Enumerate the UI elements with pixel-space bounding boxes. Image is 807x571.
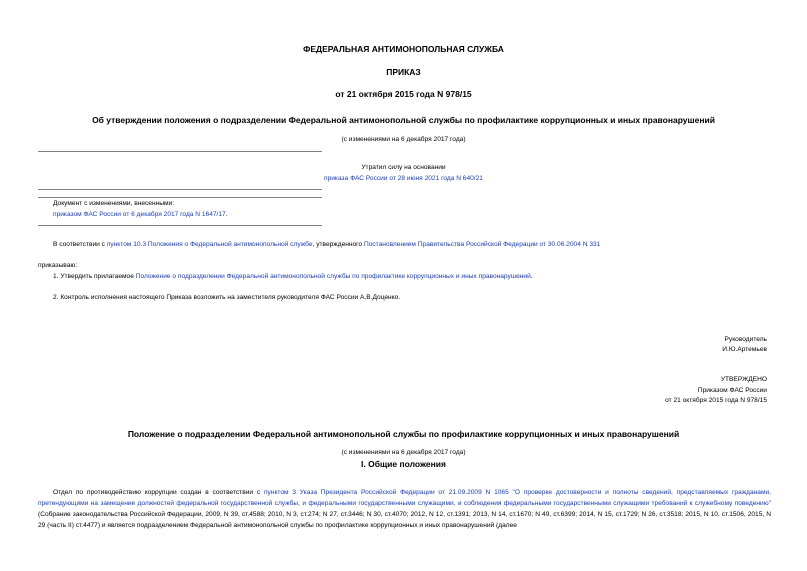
lost-force-link[interactable]: приказа ФАС России от 28 июня 2021 года N 640/21 [324,175,483,182]
agency-name: ФЕДЕРАЛЬНАЯ АНТИМОНОПОЛЬНАЯ СЛУЖБА [303,44,504,54]
paragraph-text: Отдел по противодействию коррупции создан в соответствии с [53,489,264,496]
item-1-suffix: . [530,273,533,280]
divider [38,225,322,226]
changes-line [53,211,228,218]
changes-intro: Документ с изменениями, внесенными: [53,200,175,207]
amendments-note: (с изменениями на 6 декабря 2017 года) [341,136,466,143]
approval-by: Приказом ФАС России [697,387,767,394]
signature-name: И.Ю.Артемьев [722,346,767,353]
preamble-text: , утвержденного [312,241,364,248]
general-provisions-paragraph [38,487,771,531]
paragraph-link-decree[interactable]: пунктом 3 Указа Президента Российской Федерации от 21.09.2009 N 1065 "О проверке достоверности и полноты сведений, представляемых гражданами, претендующими на замещение должностей федеральной государственной службы, и федеральными государственными служащими, и соблюдения федеральными государственными служащими требований к служебному поведению" [38,489,772,507]
item-2: 2. Контроль исполнения настоящего Приказа возложить на заместителя руководителя ФАС России А.В.Доценко. [53,294,401,301]
divider [38,189,322,190]
lost-force-text: Утратил силу на основании [361,164,446,171]
section-title: I. Общие положения [361,459,446,469]
approval-label: УТВЕРЖДЕНО [720,376,767,383]
document-date-number: от 21 октября 2015 года N 978/15 [335,89,472,99]
document-type: ПРИКАЗ [386,67,421,77]
approval-date: от 21 октября 2015 года N 978/15 [665,397,767,404]
changes-suffix: . [225,211,228,218]
divider [38,197,322,198]
changes-link[interactable]: приказом ФАС России от 6 декабря 2017 года N 1647/17 [53,211,226,218]
preamble-text: В соответствии с [53,241,107,248]
preamble [53,241,600,248]
item-1 [53,273,533,280]
order-word: приказываю: [38,262,78,269]
item-1-prefix: 1. Утвердить прилагаемое [53,273,136,280]
regulation-title: Положение о подразделении Федеральной антимонопольной службы по профилактике коррупционных и иных правонарушений [127,429,680,439]
preamble-link-regulation[interactable]: пунктом 10.3 Положения о Федеральной антимонопольной службе [106,241,313,248]
preamble-link-decree[interactable]: Постановлением Правительства Российской Федерации от 30.06.2004 N 331 [363,241,601,248]
item-1-link[interactable]: Положение о подразделении Федеральной антимонопольной службы по профилактике коррупционных и иных правонарушений [135,273,531,280]
signature-role: Руководитель [724,336,767,343]
regulation-amendments-note: (с изменениями на 6 декабря 2017 года) [341,449,466,456]
paragraph-text: (Собрание законодательства Российской Федерации, 2009, N 39, ст.4588; 2010, N 3, ст.274; N 27, ст.3446; N 30, ст.4070; 2012, N 12, ст.1391; 2013, N 14, ст.1670; N 49, ст.6399; 2014, N 15, ст.1729; N 26, ст.3518; 2015, N 10, ст.1506, 2015, N 29 (часть II) ст.4477) и является подразделением Федеральной антимонопольной службы по профилактике коррупционных и иных правонарушений (далее [38,511,771,529]
divider [38,151,322,152]
document-title: Об утверждении положения о подразделении Федеральной антимонопольной службы по профилактике коррупционных и иных правонарушений [92,115,715,125]
